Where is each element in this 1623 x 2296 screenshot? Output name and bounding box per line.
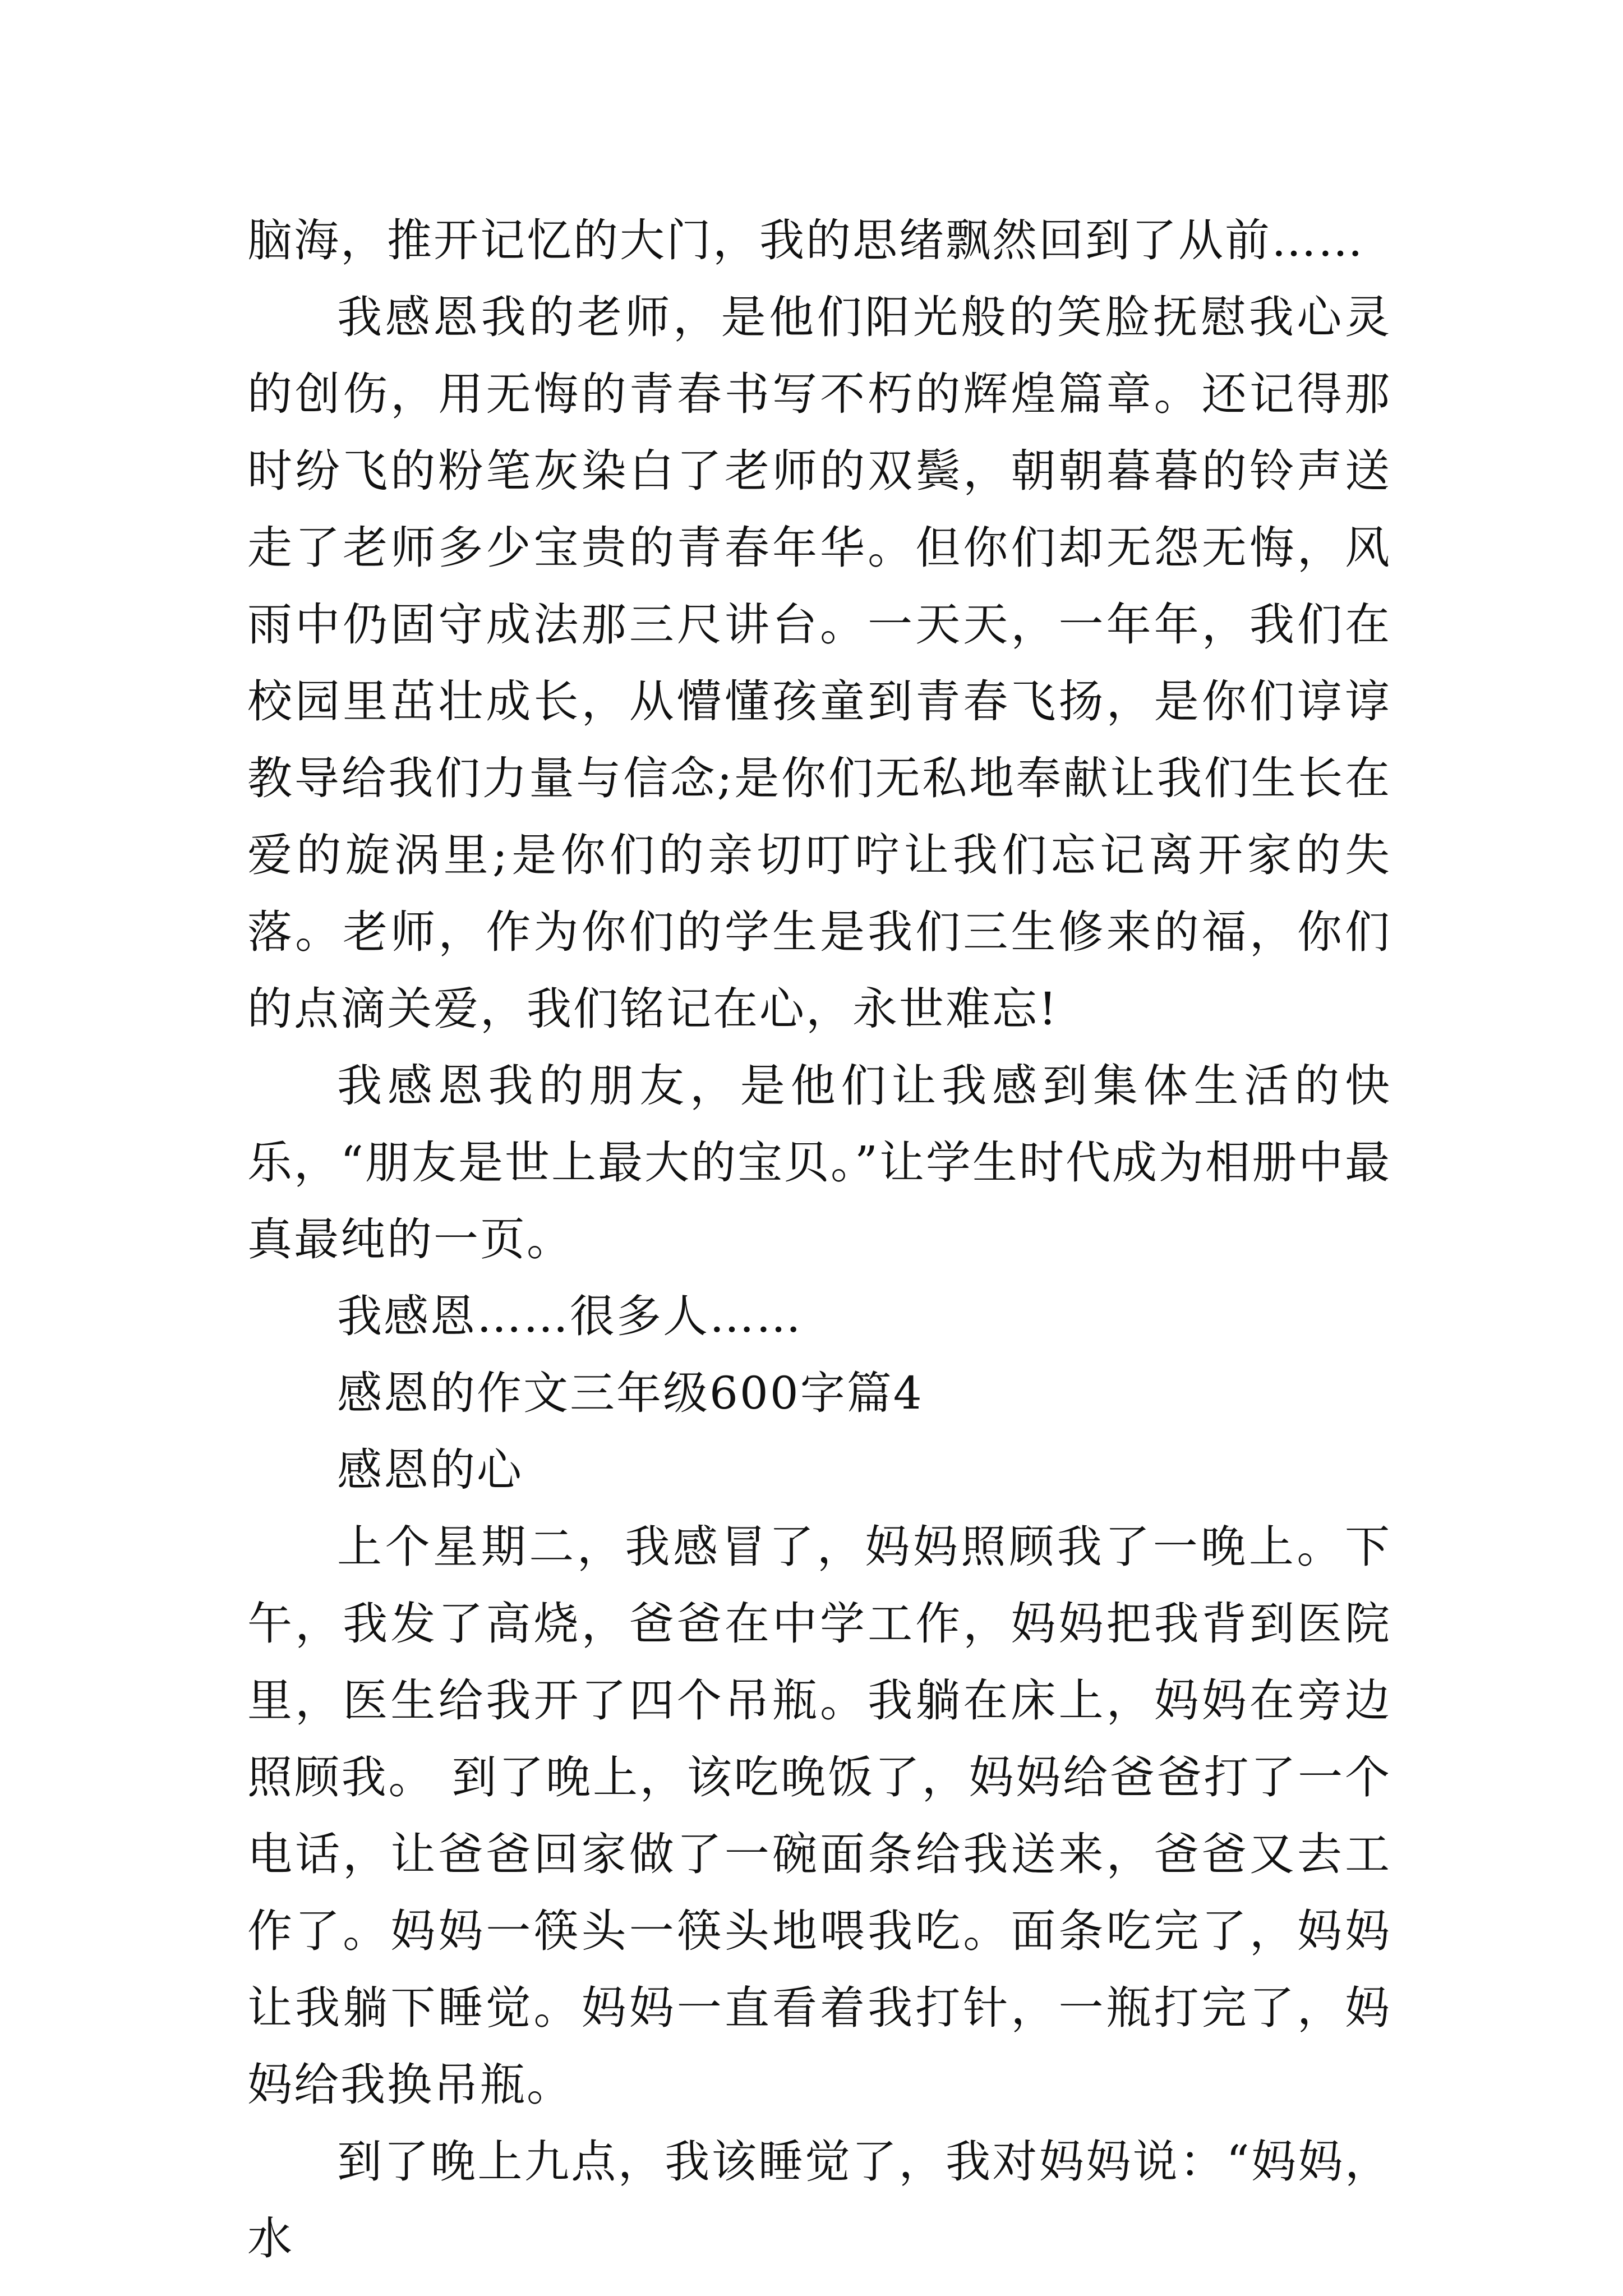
essay-title: 感恩的心: [337, 1444, 523, 1496]
paragraph-gratitude-many: 我感恩……很多人……: [337, 1290, 803, 1342]
paragraph-gratitude-friends: 我感恩我的朋友，是他们让我感到集体生活的快乐，“朋友是世上最大的宝贝。”让学生时代成为相册中最真最纯的一页。: [247, 1060, 1391, 1266]
document-body: [247, 202, 1391, 2277]
paragraph-story-sick: 上个星期二，我感冒了，妈妈照顾我了一晚上。下午，我发了高烧，爸爸在中学工作，妈妈把我背到医院里，医生给我开了四个吊瓶。我躺在床上，妈妈在旁边照顾我。 到了晚上，该吃晚饭了，妈妈给爸爸打了一个电话，让爸爸回家做了一碗面条给我送来，爸爸又去工作了。妈妈一筷头一筷头地喂我吃。面条吃完了，妈妈让我躺下睡觉。妈妈一直看着我打针，一瓶打完了，妈妈给我换吊瓶。: [247, 1521, 1391, 2111]
paragraph-gratitude-teachers: 我感恩我的老师，是他们阳光般的笑脸抚慰我心灵的创伤，用无悔的青春书写不朽的辉煌篇章。还记得那时纷飞的粉笔灰染白了老师的双鬓，朝朝暮暮的铃声送走了老师多少宝贵的青春年华。但你们却无怨无悔，风雨中仍固守成法那三尺讲台。一天天，一年年，我们在校园里茁壮成长，从懵懂孩童到青春飞扬，是你们谆谆教导给我们力量与信念;是你们无私地奉献让我们生长在爱的旋涡里;是你们的亲切叮咛让我们忘记离开家的失落。老师，作为你们的学生是我们三生修来的福，你们的点滴关爱，我们铭记在心，永世难忘!: [247, 291, 1391, 1035]
paragraph-continuation: 脑海，推开记忆的大门，我的思绪飘然回到了从前……: [247, 214, 1364, 266]
essay-section-heading: 感恩的作文三年级600字篇4: [337, 1367, 924, 1419]
paragraph-story-night: 到了晚上九点，我该睡觉了，我对妈妈说：“妈妈，水: [247, 2136, 1391, 2265]
